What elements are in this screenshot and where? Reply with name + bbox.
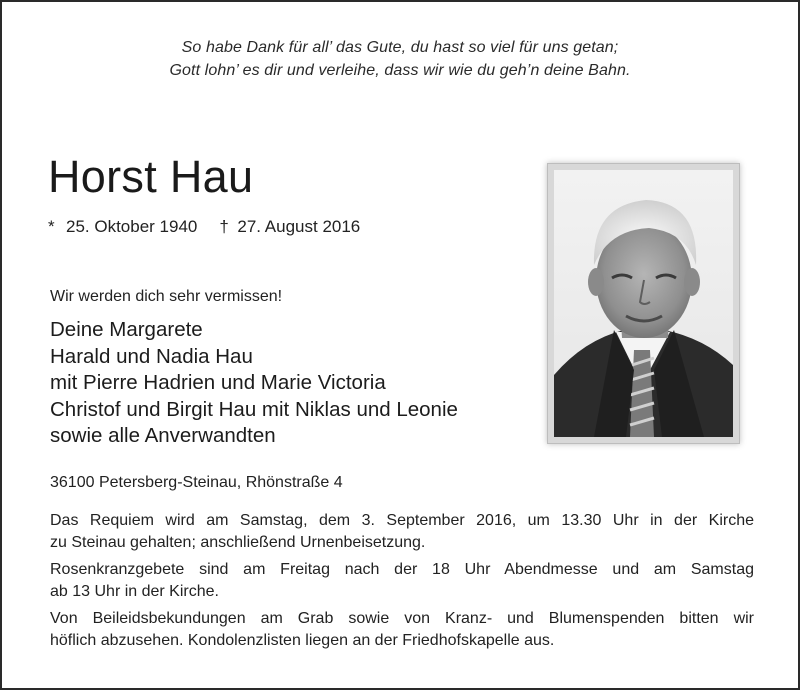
requiem-line-1: Das Requiem wird am Samstag, dem 3. September 2016, um 13.30 Uhr in der Kirche xyxy=(50,512,754,529)
deceased-name: Horst Hau xyxy=(48,151,254,202)
death-symbol: † xyxy=(219,217,229,236)
rosary-paragraph xyxy=(50,559,754,603)
family-address: 36100 Petersberg-Steinau, Rhönstraße 4 xyxy=(50,474,343,491)
family-line: Christof und Birgit Hau mit Niklas und Leonie xyxy=(50,397,458,421)
birth-date: 25. Oktober 1940 xyxy=(66,217,198,236)
portrait-image xyxy=(554,170,733,437)
rosary-line-2: ab 13 Uhr in der Kirche. xyxy=(50,583,219,600)
death-date: 27. August 2016 xyxy=(237,217,361,236)
condolences-line-1: Von Beileidsbekundungen am Grab sowie von Kranz- und Blumenspenden bitten wir xyxy=(50,610,754,627)
family-line: mit Pierre Hadrien und Marie Victoria xyxy=(50,371,386,394)
life-dates xyxy=(48,216,360,238)
motto-line-2: Gott lohn’ es dir und verleihe, dass wir wie du geh’n deine Bahn. xyxy=(169,62,631,79)
portrait-photo xyxy=(547,163,740,444)
farewell-message: Wir werden dich sehr vermissen! xyxy=(50,288,283,305)
family-line: sowie alle Anverwandten xyxy=(50,424,276,447)
rosary-line-1: Rosenkranzgebete sind am Freitag nach der 18 Uhr Abendmesse und am Samstag xyxy=(50,561,754,578)
family-list xyxy=(50,317,458,450)
family-line: Harald und Nadia Hau xyxy=(50,344,253,368)
condolences-paragraph xyxy=(50,608,754,652)
birth-symbol: * xyxy=(48,217,55,236)
requiem-line-2: zu Steinau gehalten; anschließend Urnenbeisetzung. xyxy=(50,534,426,551)
condolences-line-2: höflich abzusehen. Kondolenzlisten liegen an der Friedhofskapelle aus. xyxy=(50,632,555,649)
motto-line-1: So habe Dank für all’ das Gute, du hast so viel für uns getan; xyxy=(181,39,619,56)
motto-verse xyxy=(2,36,798,82)
requiem-paragraph xyxy=(50,510,754,554)
family-line: Deine Margarete xyxy=(50,318,203,341)
